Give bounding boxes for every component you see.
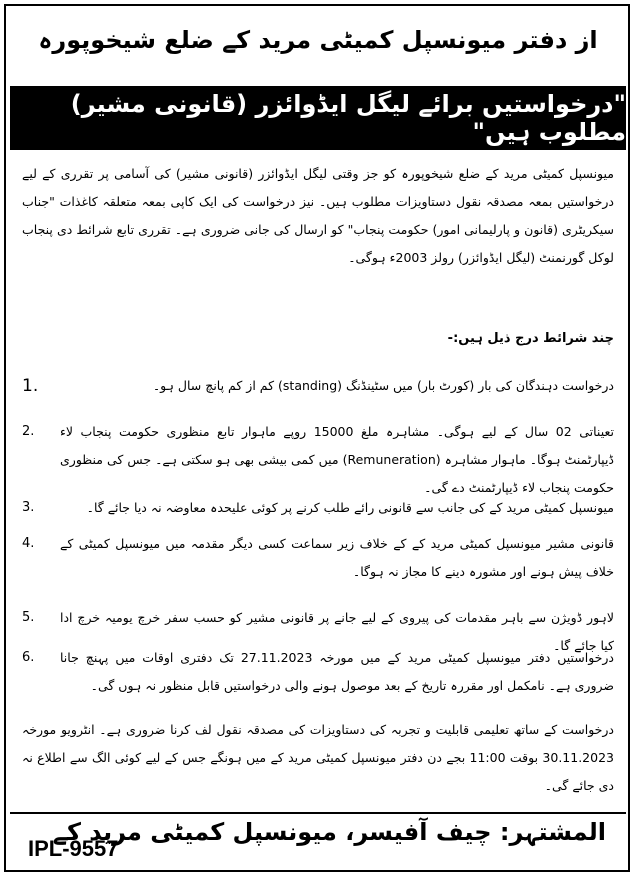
condition-number: 6. [22,650,35,665]
condition-text: قانونی مشیر میونسپل کمیٹی مرید کے کے خلاف زیر سماعت کسی دیگر مقدمہ میں میونسپل کمیٹی کے خلاف پیش ہونے اور مشورہ دینے کا مجاز نہ ہوگا۔ [60,536,614,579]
closing-paragraph: درخواست کے ساتھ تعلیمی قابلیت و تجربہ کی دستاویزات کی مصدقہ نقول لف کرنا ضروری ہے۔ انٹرویو مورخہ 30.11.2023 بوقت 11:00 بجے دن دفتر میونسپل کمیٹی مرید کے میں ہونگے جس کے لیے کوئی الگ سے اطلاع نہ دی جائے گی۔ [22,722,614,793]
condition-item-2 [22,418,614,502]
condition-item-1 [22,372,614,400]
condition-number: 5. [22,610,35,625]
condition-text: درخواستیں دفتر میونسپل کمیٹی مرید کے میں مورخہ 27.11.2023 تک دفتری اوقات میں پہنچ جانا ضروری ہے۔ نامکمل اور مقررہ تاریخ کے بعد موصول ہونے والی درخواستیں قابل منظور نہ ہوں گی۔ [60,650,615,693]
condition-text: میونسپل کمیٹی مرید کے کی جانب سے قانونی رائے طلب کرنے پر کوئی علیحدہ معاوضہ نہ دیا جائے گا۔ [86,500,614,515]
condition-number: 1. [22,376,39,396]
condition-number: 4. [22,536,35,551]
conditions-heading: چند شرائط درج ذیل ہیں:- [447,331,614,346]
condition-text: لاہور ڈویژن سے باہر مقدمات کی پیروی کے لیے جانے پر قانونی مشیر کو حسب سفر خرچ یومیہ خرچ ادا کیا جائے گا۔ [60,610,614,653]
banner-title: "درخواستیں برائے لیگل ایڈوائزر (قانونی مشیر) مطلوب ہیں" [70,90,626,146]
office-title: از دفتر میونسپل کمیٹی مرید کے ضلع شیخوپورہ [38,26,598,54]
condition-text: تعیناتی 02 سال کے لیے ہوگی۔ مشاہرہ ملغ 15000 روپے ماہوار تابع منظوری حکومت پنجاب لاء ڈیپارٹمنٹ ہوگا۔ ماہوار مشاہرہ (Remuneration) میں کمی بیشی بھی ہو سکتی ہے۔ جس کی منظوری حکومت پنجاب لاء ڈیپارٹمنٹ دے گی۔ [60,424,614,495]
condition-text: درخواست دہندگان کی بار (کورٹ بار) میں سٹینڈنگ (standing) کم از کم پانچ سال ہو۔ [152,378,614,393]
condition-number: 2. [22,424,35,439]
condition-item-3 [22,494,614,522]
banner-heading [10,86,626,150]
intro-paragraph: میونسپل کمیٹی مرید کے ضلع شیخوپورہ کو جز وقتی لیگل ایڈوائزر (قانونی مشیر) کی آسامی پر تقرری کے لیے درخواستیں بمعہ مصدقہ نقول دستاویزات مطلوب ہیں۔ نیز درخواست کی ایک کاپی بمعہ متعلقہ کاغذات "جناب سیکریٹری (قانون و پارلیمانی امور) حکومت پنجاب" کو ارسال کی جانی ضروری ہے۔ تقرری تابع شرائط دی پنجاب لوکل گورنمنٹ (لیگل ایڈوائزر) رولز 2003ء ہوگی۔ [22,166,614,265]
condition-item-6 [22,644,614,700]
condition-item-4 [22,530,614,586]
condition-number: 3. [22,500,35,515]
footer-divider [10,812,626,814]
advertiser-signature: المشتہر: چیف آفیسر، میونسپل کمیٹی مرید کے [52,818,606,846]
ipl-code: IPL-9557 [28,836,119,861]
